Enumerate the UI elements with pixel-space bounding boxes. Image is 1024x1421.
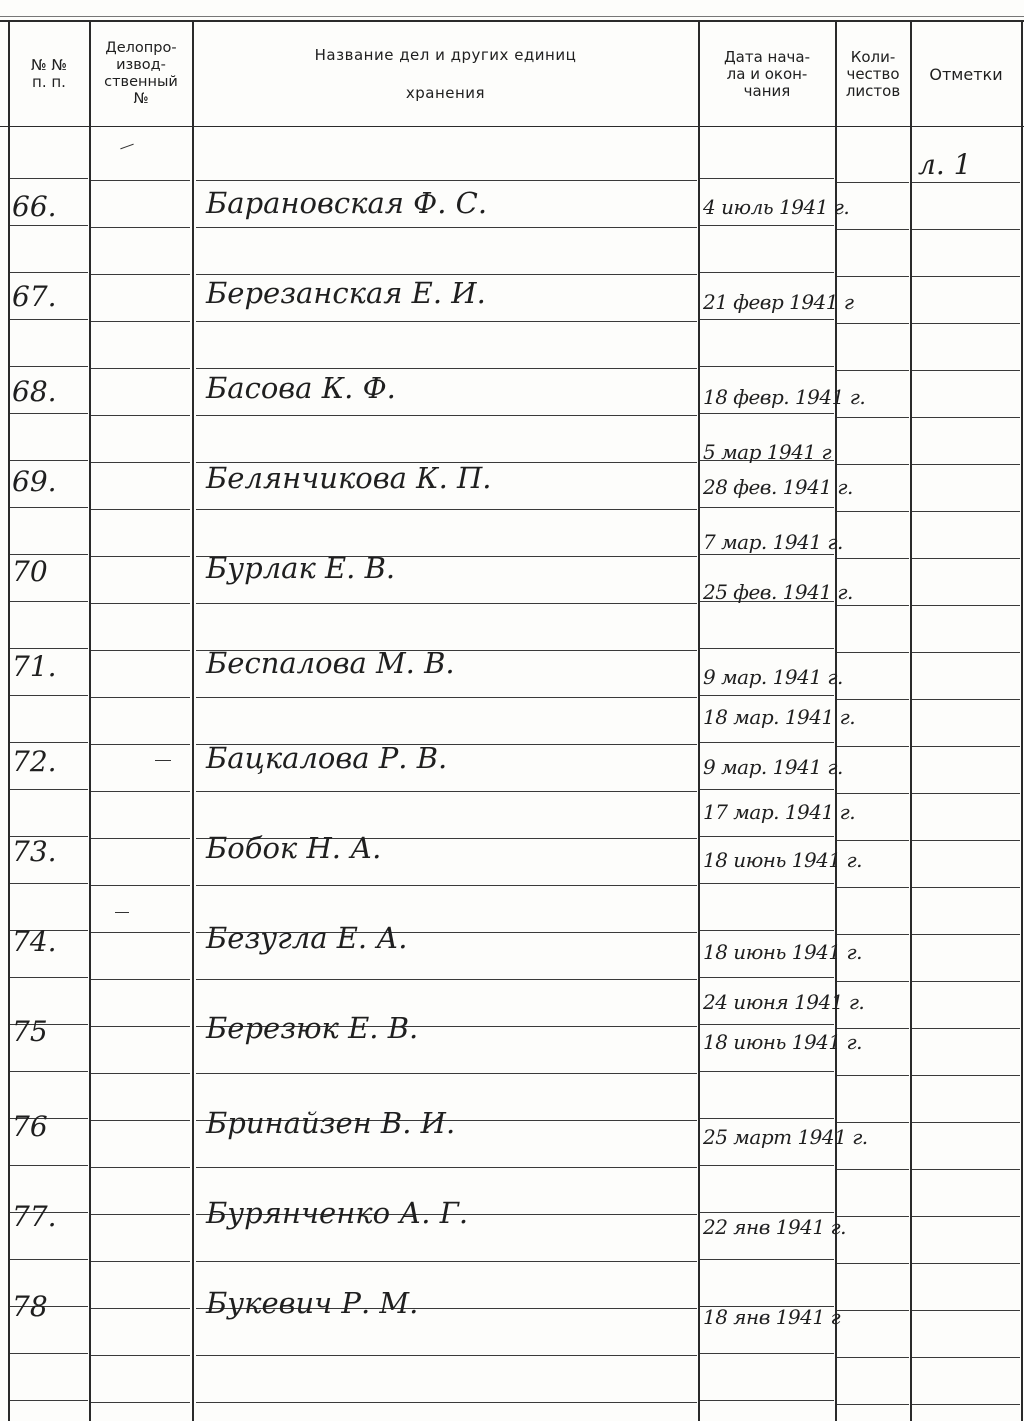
ruled-line [700, 1212, 834, 1213]
row-date: 25 март 1941 г. [703, 1125, 868, 1149]
ruled-line [837, 1263, 909, 1264]
ruled-line [196, 321, 697, 322]
ruled-line [700, 1118, 834, 1119]
ruled-line [912, 417, 1020, 418]
ruled-line [700, 554, 834, 555]
ruled-line [912, 793, 1020, 794]
row-name: Бобок Н. А. [206, 831, 382, 865]
ruled-line [196, 791, 697, 792]
row-name: Бурлак Е. В. [206, 551, 396, 585]
ruled-line [837, 370, 909, 371]
row-date: 22 янв 1941 г. [703, 1215, 846, 1239]
header-dates: Дата нача- ла и окон- чания [723, 47, 811, 100]
ruled-line [912, 464, 1020, 465]
ruled-line [196, 603, 697, 604]
ruled-line [912, 511, 1020, 512]
column-line [8, 20, 10, 1421]
ruled-line [10, 319, 88, 320]
ruled-line [91, 415, 190, 416]
ruled-line [837, 323, 909, 324]
ruled-line [91, 1120, 190, 1121]
ruled-line [837, 182, 909, 183]
ruled-line [912, 605, 1020, 606]
ruled-line [10, 460, 88, 461]
column-line [698, 20, 700, 1421]
ruled-line [196, 979, 697, 980]
ruled-line [912, 323, 1020, 324]
column-line [1021, 20, 1023, 1421]
row-date: 18 июнь 1941 г. [703, 940, 862, 964]
row-name: Бринайзен В. И. [206, 1106, 456, 1140]
ruled-line [837, 652, 909, 653]
ruled-line [91, 1026, 190, 1027]
ruled-line [10, 272, 88, 273]
row-name: Басова К. Ф. [206, 371, 396, 405]
row-date: 9 мар. 1941 г. [703, 755, 843, 779]
ruled-line [912, 699, 1020, 700]
column-line [89, 20, 91, 1421]
row-number: 67. [12, 280, 57, 313]
ruled-line [196, 1402, 697, 1403]
ruled-line [700, 1259, 834, 1260]
ruled-line [10, 1400, 88, 1401]
page-edge-line [0, 16, 1024, 17]
ruled-line [912, 1169, 1020, 1170]
ruled-line [91, 979, 190, 980]
ruled-line [10, 225, 88, 226]
row-number: 75 [12, 1015, 48, 1048]
header-number: № № п. п. [31, 56, 67, 91]
ruled-line [91, 274, 190, 275]
ruled-line [10, 1165, 88, 1166]
header-notes: Отметки [929, 64, 1003, 84]
header-bottom-border [0, 126, 1024, 127]
ruled-line [91, 227, 190, 228]
ruled-line [837, 229, 909, 230]
row-number: 76 [12, 1110, 48, 1143]
ruled-line [837, 558, 909, 559]
ruled-line [700, 695, 834, 696]
ruled-line [10, 178, 88, 179]
row-number: 71. [12, 650, 57, 683]
ruled-line [700, 883, 834, 884]
ruled-line [700, 742, 834, 743]
ruled-line [10, 1353, 88, 1354]
ruled-line [837, 1122, 909, 1123]
row-name: Белянчикова К. П. [206, 461, 492, 495]
ruled-line [837, 1169, 909, 1170]
ruled-line [10, 601, 88, 602]
ruled-line [10, 648, 88, 649]
ruled-line [10, 695, 88, 696]
ruled-line [10, 789, 88, 790]
row-date: 18 февр. 1941 г. [703, 385, 866, 409]
ruled-line [91, 1308, 190, 1309]
pen-mark [115, 912, 129, 913]
header-title: Название дел и других единиц хранения [314, 46, 577, 102]
ruled-line [196, 415, 697, 416]
ruled-line [91, 462, 190, 463]
ruled-line [196, 1355, 697, 1356]
ruled-line [912, 1310, 1020, 1311]
ruled-line [91, 1167, 190, 1168]
ruled-line [91, 744, 190, 745]
ruled-line [837, 1075, 909, 1076]
row-name: Барановская Ф. С. [206, 186, 488, 220]
row-number: 77. [12, 1200, 57, 1233]
ruled-line [700, 507, 834, 508]
ruled-line [912, 1028, 1020, 1029]
ruled-line [837, 1310, 909, 1311]
row-date: 21 февр 1941 г [703, 290, 854, 314]
row-date: 18 мар. 1941 г. [703, 705, 856, 729]
ruled-line [700, 225, 834, 226]
row-name: Букевич Р. М. [206, 1286, 419, 1320]
pen-mark [155, 760, 171, 761]
row-date: 5 мар 1941 г [703, 440, 832, 464]
ruled-line [196, 1167, 697, 1168]
ruled-line [912, 746, 1020, 747]
row-date: 7 мар. 1941 г. [703, 530, 843, 554]
row-number: 73. [12, 835, 57, 868]
table-top-border [0, 20, 1024, 22]
ruled-line [91, 885, 190, 886]
ruled-line [700, 1024, 834, 1025]
row-date: 4 июль 1941 г. [703, 195, 850, 219]
row-date: 18 янв 1941 г [703, 1305, 841, 1329]
ruled-line [700, 319, 834, 320]
ruled-line [196, 227, 697, 228]
row-name: Бацкалова Р. В. [206, 741, 448, 775]
ruled-line [91, 321, 190, 322]
ruled-line [91, 697, 190, 698]
ruled-line [700, 1400, 834, 1401]
ruled-line [700, 178, 834, 179]
ruled-line [91, 368, 190, 369]
ruled-line [10, 366, 88, 367]
ruled-line [912, 934, 1020, 935]
ruled-line [196, 180, 697, 181]
ruled-line [91, 791, 190, 792]
ruled-line [10, 507, 88, 508]
row-date: 9 мар. 1941 г. [703, 665, 843, 689]
ruled-line [912, 1122, 1020, 1123]
ruled-line [196, 697, 697, 698]
pen-mark [120, 144, 133, 150]
row-name: Березюк Е. В. [206, 1011, 419, 1045]
row-date: 18 июнь 1941 г. [703, 1030, 862, 1054]
ruled-line [91, 180, 190, 181]
row-number: 78 [12, 1290, 48, 1323]
row-date: 25 фев. 1941 г. [703, 580, 853, 604]
ruled-line [912, 1357, 1020, 1358]
ruled-line [837, 1404, 909, 1405]
ruled-line [700, 836, 834, 837]
ruled-line [91, 603, 190, 604]
row-date: 28 фев. 1941 г. [703, 475, 853, 499]
row-number: 74. [12, 925, 57, 958]
ruled-line [837, 887, 909, 888]
ruled-line [912, 887, 1020, 888]
ruled-line [837, 417, 909, 418]
ruled-line [196, 274, 697, 275]
ruled-line [91, 509, 190, 510]
row-name: Березанская Е. И. [206, 276, 486, 310]
ruled-line [912, 1216, 1020, 1217]
ruled-line [91, 1402, 190, 1403]
ruled-line [837, 746, 909, 747]
ruled-line [700, 977, 834, 978]
ruled-line [91, 1261, 190, 1262]
ruled-line [837, 464, 909, 465]
row-name: Бурянченко А. Г. [206, 1196, 469, 1230]
row-date: 17 мар. 1941 г. [703, 800, 856, 824]
ruled-line [837, 840, 909, 841]
ruled-line [196, 509, 697, 510]
ruled-line [700, 930, 834, 931]
row-name: Безугла Е. А. [206, 921, 408, 955]
ruled-line [91, 838, 190, 839]
ruled-line [700, 789, 834, 790]
ruled-line [837, 511, 909, 512]
row-number: 66. [12, 190, 57, 223]
ruled-line [912, 558, 1020, 559]
column-line [910, 20, 912, 1421]
ruled-line [196, 368, 697, 369]
ruled-line [700, 413, 834, 414]
ruled-line [196, 1261, 697, 1262]
ruled-line [10, 1071, 88, 1072]
ruled-line [837, 1357, 909, 1358]
row-number: 68. [12, 375, 57, 408]
row-number: 69. [12, 465, 57, 498]
ruled-line [196, 885, 697, 886]
ruled-line [700, 1071, 834, 1072]
row-date: 18 июнь 1941 г. [703, 848, 862, 872]
ruled-line [837, 934, 909, 935]
ruled-line [912, 652, 1020, 653]
ruled-line [10, 977, 88, 978]
header-office-number: Делопро- извод- ственный № [104, 40, 178, 107]
ruled-line [837, 793, 909, 794]
ruled-line [91, 1214, 190, 1215]
ruled-line [912, 370, 1020, 371]
ruled-line [837, 1028, 909, 1029]
sheet-mark: л. 1 [918, 148, 972, 181]
ruled-line [91, 650, 190, 651]
ruled-line [91, 932, 190, 933]
ruled-line [912, 981, 1020, 982]
ruled-line [196, 1073, 697, 1074]
ruled-line [912, 229, 1020, 230]
ruled-line [700, 1165, 834, 1166]
ruled-line [912, 1263, 1020, 1264]
ruled-line [912, 840, 1020, 841]
row-number: 72. [12, 745, 57, 778]
ruled-line [91, 1355, 190, 1356]
ruled-line [91, 556, 190, 557]
ruled-line [700, 366, 834, 367]
ruled-line [837, 981, 909, 982]
ruled-line [700, 1353, 834, 1354]
ruled-line [837, 1216, 909, 1217]
header-sheets: Коли- чество листов [845, 47, 901, 100]
ruled-line [91, 1073, 190, 1074]
row-name: Беспалова М. В. [206, 646, 455, 680]
ruled-line [700, 272, 834, 273]
ruled-line [837, 276, 909, 277]
ruled-line [10, 883, 88, 884]
row-date: 24 июня 1941 г. [703, 990, 865, 1014]
ruled-line [700, 648, 834, 649]
ruled-line [837, 605, 909, 606]
column-line [192, 20, 194, 1421]
ruled-line [837, 699, 909, 700]
ruled-line [10, 413, 88, 414]
row-number: 70 [12, 555, 48, 588]
ruled-line [912, 1075, 1020, 1076]
ruled-line [10, 742, 88, 743]
ruled-line [912, 1404, 1020, 1405]
ruled-line [912, 276, 1020, 277]
ruled-line [912, 182, 1020, 183]
ruled-line [10, 1259, 88, 1260]
